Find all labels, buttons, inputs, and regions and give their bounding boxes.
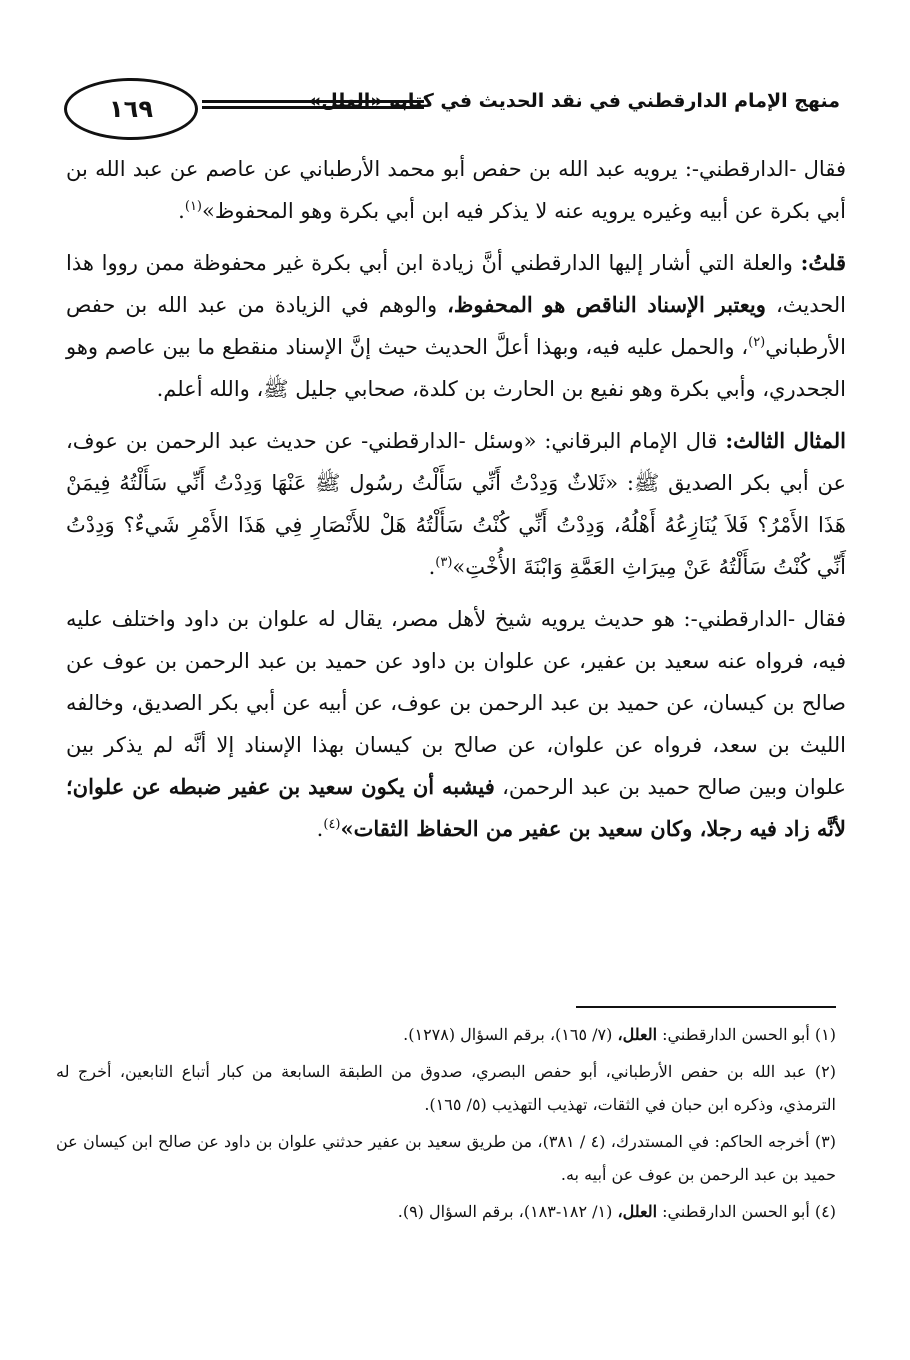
footnote-ref: (١) (184, 199, 202, 214)
footnotes (56, 1018, 836, 1232)
page-number: ١٦٩ (64, 78, 198, 140)
paragraph-text-end: . (316, 817, 324, 841)
footnote (56, 1125, 836, 1191)
paragraph-text: فقال -الدارقطني-: هو حديث يرويه شيخ لأهل مصر، يقال له علوان بن داود واختلف عليه فيه، فرواه عنه سعيد بن عفير، عن علوان بن داود عن حميد بن عبد الرحمن بن عوف عن صالح بن كيسان، عن حميد بن عبد الرحمن بن عوف، عن أبيه عن أبي بكر الصديق، وخالفه الليث بن سعد، فرواه عن علوان، عن صالح بن كيسان بهذا الإسناد إلا أنَّه لم يذكر بين علوان وبين صالح حميد بن عبد الرحمن، (66, 607, 847, 799)
paragraph-text: قال الإمام البرقاني: «وسئل -الدارقطني- عن حديث عبد الرحمن بن عوف، عن أبي بكر الصديق ﷺ: «ثَلاثٌ وَدِدْتُ أَنِّي سَأَلْتُ رسُول ﷺ عَنْهَا وَدِدْتُ أَنِّي سَأَلْتُهُ فِيمَنْ هَذَا الأَمْرُ؟ فَلاَ يُنَازِعُهُ أَهْلُهُ، وَدِدْتُ أَنِّي كُنْتُ سَأَلْتُهُ هَلْ للأَنْصَارِ فِي هَذَا الأَمْرِ شَيءٌ؟ وَدِدْتُ أَنِّي كُنْتُ سَأَلْتُهُ عَنْ مِيرَاثِ العَمَّةِ وَابْنَةَ الأُخْتِ» (66, 429, 846, 579)
footnote-text: أبو الحسن الدارقطني: (657, 1025, 815, 1044)
emphasis-text: ويعتبر الإسناد الناقص هو المحفوظ، (447, 292, 766, 317)
paragraph-text: والعلة التي أشار إليها الدارقطني أنَّ زيادة ابن أبي بكرة غير محفوظة ممن رووا هذا الحديث، (66, 251, 846, 317)
footnote-text-end: (٧/ ١٦٥)، برقم السؤال (١٢٧٨). (403, 1025, 618, 1044)
footnote-separator (576, 1006, 836, 1008)
lead-phrase: المثال الثالث: (725, 428, 847, 453)
footnote-ref: (٢) (748, 335, 766, 350)
paragraph-text-end: . (178, 199, 185, 223)
footnote-ref: (٤) (323, 817, 341, 832)
footnote-number: (١) (814, 1025, 836, 1044)
footnote-ref: (٣) (435, 555, 453, 570)
page-header (40, 78, 840, 138)
paragraph-text: فقال -الدارقطني-: يرويه عبد الله بن حفص أبو محمد الأرطباني عن عاصم عن عبد الله بن أبي بكرة عن أبيه وغيره يرويه عنه لا يذكر فيه ابن أبي بكرة وهو المحفوظ» (66, 157, 846, 223)
paragraph (66, 420, 846, 588)
footnote-number: (٤) (814, 1202, 836, 1221)
footnote-text: عبد الله بن حفص الأرطباني، أبو حفص البصري، صدوق من الطبقة السابعة من كبار أتباع التابعين، أخرج له الترمذي، وذكره ابن حبان في الثقات، تهذيب التهذيب (٥/ ١٦٥). (56, 1062, 836, 1114)
paragraph-text-end: . (428, 555, 436, 579)
paragraph (66, 598, 846, 850)
lead-phrase: قلتُ: (800, 250, 846, 275)
footnote-text-end: (١/ ١٨٢-١٨٣)، برقم السؤال (٩). (397, 1202, 618, 1221)
footnote (56, 1018, 836, 1051)
running-title: منهج الإمام الدارقطني في نقد الحديث في كتابه «العلل» (308, 90, 840, 112)
paragraph (66, 242, 846, 410)
footnote-number: (٢) (814, 1062, 836, 1081)
main-text (66, 148, 846, 860)
emphasis-text: فيشبه أن يكون سعيد بن عفير ضبطه عن علوان؛ لأنَّه زاد فيه رجلا، وكان سعيد بن عفير من الحفاظ الثقات» (66, 774, 846, 841)
footnote-text: أخرجه الحاكم: في المستدرك، (٤ / ٣٨١)، من طريق سعيد بن عفير حدثني علوان بن داود عن صالح ابن كيسان عن حميد بن عبد الرحمن بن عوف عن أبيه به. (56, 1132, 836, 1184)
footnote-number: (٣) (814, 1132, 836, 1151)
paragraph (66, 148, 846, 232)
book-title: العلل، (617, 1025, 658, 1044)
paragraph-text: والوهم في الزيادة من عبد الله بن حفص الأرطباني (66, 293, 846, 359)
footnote (56, 1055, 836, 1121)
book-title: العلل، (617, 1202, 658, 1221)
footnote-text: أبو الحسن الدارقطني: (657, 1202, 815, 1221)
footnote (56, 1195, 836, 1228)
paragraph-text-end: ، والحمل عليه فيه، وبهذا أعلَّ الحديث حيث إنَّ الإسناد منقطع ما بين عاصم وهو الجحدري، وأبي بكرة وهو نفيع بن الحارث بن كلدة، صحابي جليل ﷺ، والله أعلم. (66, 335, 846, 401)
